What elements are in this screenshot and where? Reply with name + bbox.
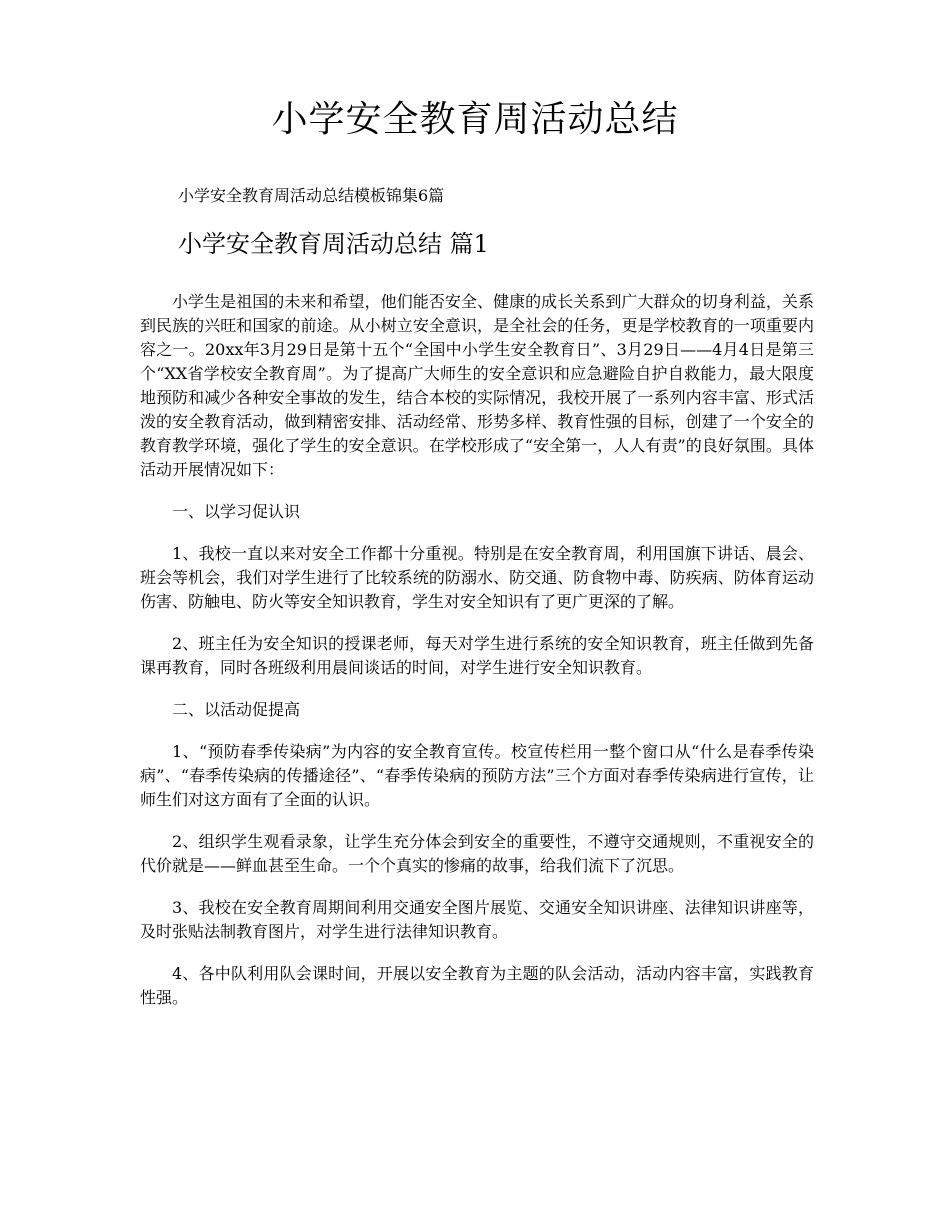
document-subtitle: 小学安全教育周活动总结模板锦集6篇	[178, 186, 445, 205]
document-title: 小学安全教育周活动总结	[271, 99, 679, 140]
document-body	[140, 290, 814, 1028]
paragraph-activity-1: 1、“预防春季传染病”为内容的安全教育宣传。校宣传栏用一整个窗口从“什么是春季传染病”、“春季传染病的传播途径”、“春季传染病的预防方法”三个方面对春季传染病进行宣传，让师生们对这方面有了全面的认识。	[140, 742, 814, 809]
heading-activity: 二、以活动促提高	[172, 700, 301, 719]
paragraph-study-1: 1、我校一直以来对安全工作都十分重视。特别是在安全教育周，利用国旗下讲话、晨会、班会等机会，我们对学生进行了比较系统的防溺水、防交通、防食物中毒、防疾病、防体育运动伤害、防触电、防火等安全知识教育，学生对安全知识有了更广更深的了解。	[140, 544, 814, 611]
section-heading: 小学安全教育周活动总结 篇1	[178, 230, 489, 258]
paragraph-activity-3: 3、我校在安全教育周期间利用交通安全图片展览、交通安全知识讲座、法律知识讲座等，及时张贴法制教育图片，对学生进行法律知识教育。	[140, 898, 814, 941]
intro-paragraph: 小学生是祖国的未来和希望，他们能否安全、健康的成长关系到广大群众的切身利益，关系到民族的兴旺和国家的前途。从小树立安全意识，是全社会的任务，更是学校教育的一项重要内容之一。20xx年3月29日是第十五个“全国中小学生安全教育日”、3月29日——4月4日是第三个“XX省学校安全教育周”。为了提高广大师生的安全意识和应急避险自护自救能力，最大限度地预防和减少各种安全事故的发生，结合本校的实际情况，我校开展了一系列内容丰富、形式活泼的安全教育活动，做到精密安排、活动经常、形势多样、教育性强的目标，创建了一个安全的教育教学环境，强化了学生的安全意识。在学校形成了“安全第一，人人有责”的良好氛围。具体活动开展情况如下：	[140, 292, 814, 479]
heading-study: 一、以学习促认识	[172, 502, 301, 521]
paragraph-activity-4: 4、各中队利用队会课时间，开展以安全教育为主题的队会活动，活动内容丰富，实践教育性强。	[140, 964, 814, 1007]
paragraph-study-2: 2、班主任为安全知识的授课老师，每天对学生进行系统的安全知识教育，班主任做到先备课再教育，同时各班级利用晨间谈话的时间，对学生进行安全知识教育。	[140, 634, 814, 677]
paragraph-activity-2: 2、组织学生观看录象，让学生充分体会到安全的重要性，不遵守交通规则，不重视安全的代价就是——鲜血甚至生命。一个个真实的惨痛的故事，给我们流下了沉思。	[140, 832, 814, 875]
